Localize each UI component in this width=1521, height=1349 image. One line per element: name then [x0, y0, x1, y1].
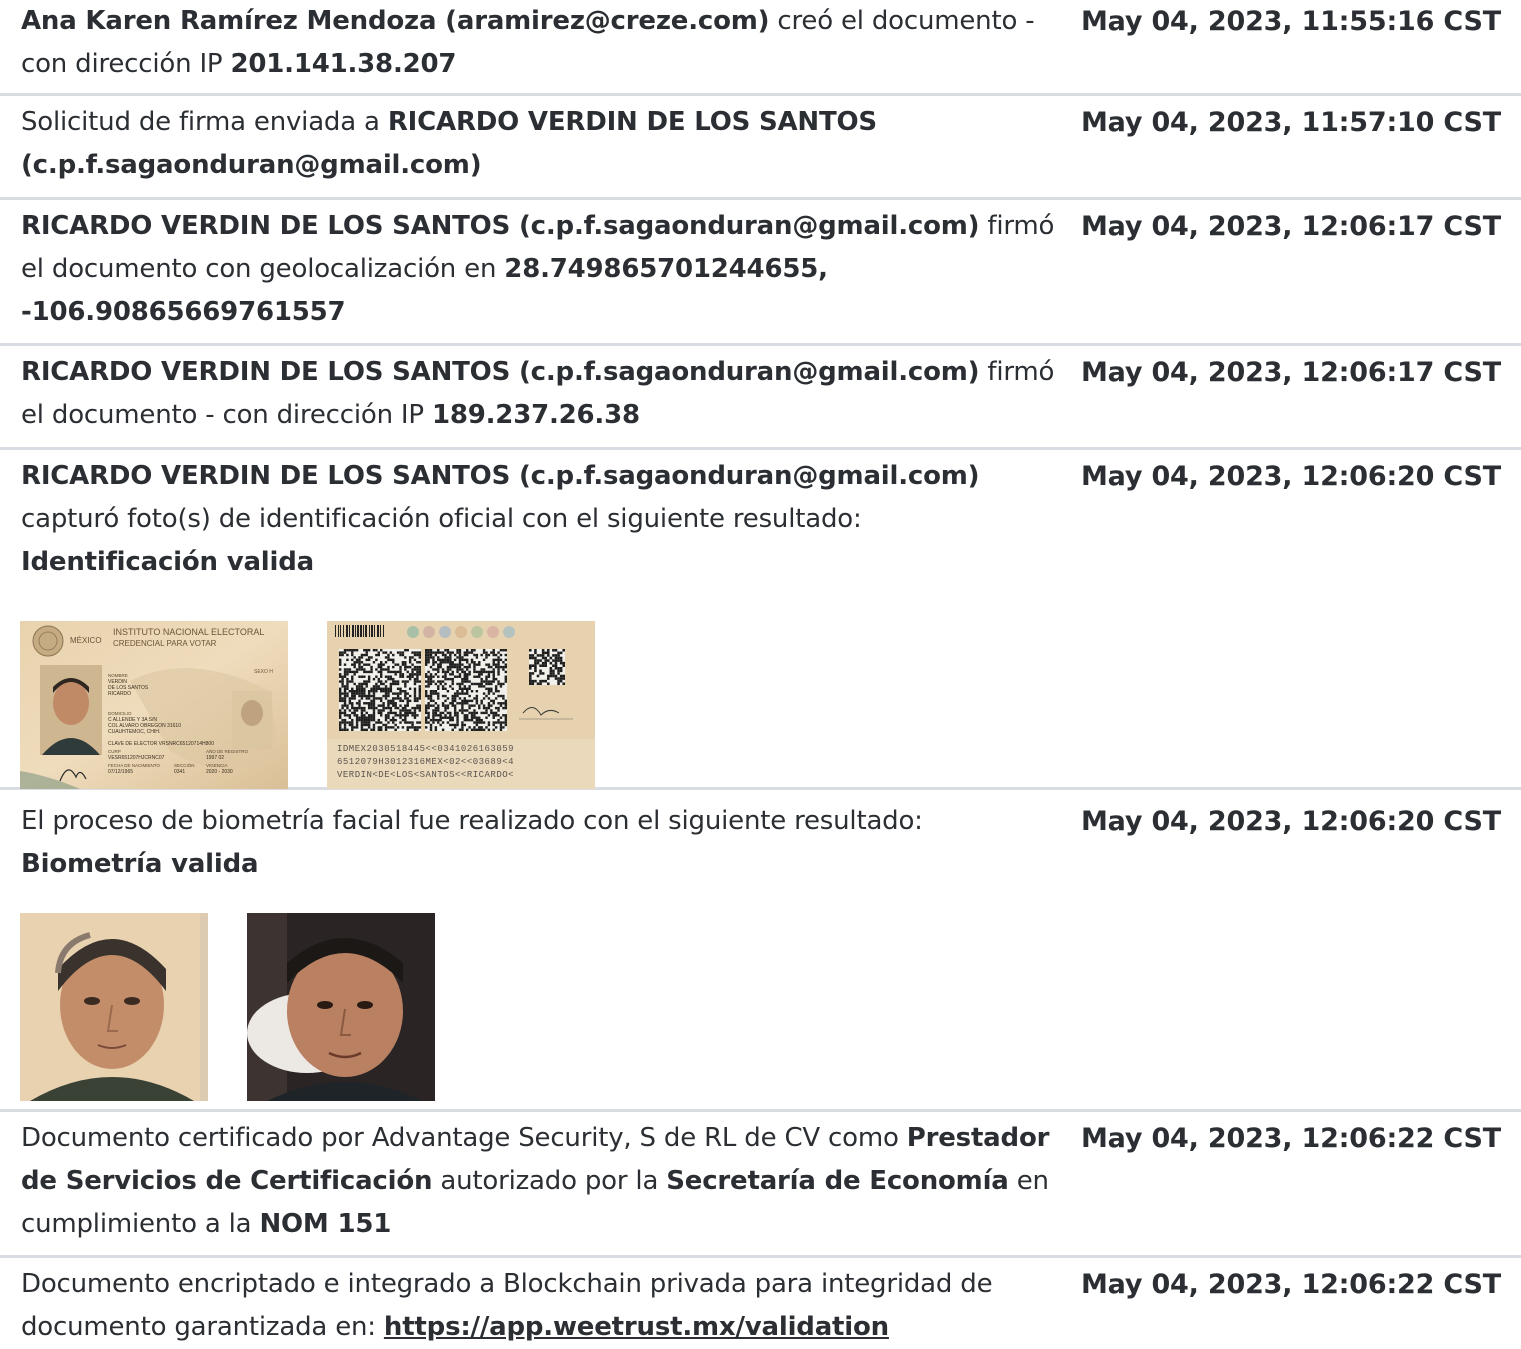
mrz-line: IDMEX2030518445<<0341026163059 — [337, 744, 515, 754]
id-address-line: COL ALVARO OBREGON 31610 — [108, 723, 181, 729]
id-name-line: VERDIN — [108, 679, 127, 685]
ip-address: 201.141.38.207 — [230, 49, 457, 79]
entry-text — [21, 1117, 1071, 1246]
entry-description: creó el documento - con dirección IP — [21, 6, 1035, 79]
ip-address: 189.237.26.38 — [431, 400, 640, 430]
qr-code-left — [339, 649, 421, 731]
signer-name: RICARDO VERDIN DE LOS SANTOS (c.p.f.sagaonduran@gmail.com) — [21, 211, 980, 241]
id-country: MÉXICO — [70, 636, 102, 645]
timestamp: May 04, 2023, 12:06:20 CST — [1081, 806, 1501, 837]
entry-text — [21, 1263, 1071, 1349]
timestamp: May 04, 2023, 12:06:17 CST — [1081, 211, 1501, 242]
signer-name: RICARDO VERDIN DE LOS SANTOS (c.p.f.sagaonduran@gmail.com) — [21, 461, 980, 491]
creator-name: Ana Karen Ramírez Mendoza (aramirez@creze.com) — [21, 6, 770, 36]
entry-description: Documento encriptado e integrado a Blockchain privada para integridad de documento garantizada en: — [21, 1269, 993, 1342]
log-entry-signed-geolocation — [0, 200, 1521, 346]
entry-text — [21, 455, 1071, 584]
id-elector-key: CLAVE DE ELECTOR VRSNRC65120714H800 — [108, 741, 214, 747]
id-institute: INSTITUTO NACIONAL ELECTORAL — [113, 627, 265, 637]
id-address-label: DOMICILIO — [108, 711, 132, 716]
id-name-label: NOMBRE — [108, 673, 128, 678]
qr-code-small — [529, 649, 565, 685]
log-entry-blockchain — [0, 1258, 1521, 1349]
entry-description: El proceso de biometría facial fue realizado con el siguiente resultado: — [21, 806, 923, 836]
biometric-result: Biometría valida — [21, 849, 259, 879]
id-credential: CREDENCIAL PARA VOTAR — [113, 639, 217, 648]
log-entry-certification — [0, 1112, 1521, 1258]
entry-text — [21, 800, 1071, 886]
entry-description: firmó el documento con geolocalización en — [21, 211, 1055, 284]
timestamp: May 04, 2023, 12:06:22 CST — [1081, 1269, 1501, 1300]
id-curp-label: CURP — [108, 749, 121, 754]
entry-text — [21, 0, 1071, 86]
id-registro-label: AÑO DE REGISTRO — [206, 749, 249, 754]
entry-text — [21, 101, 1071, 187]
mrz-line: VERDIN<DE<LOS<SANTOS<<RICARDO< — [337, 770, 515, 780]
id-card-back-image — [327, 621, 595, 789]
id-validity-label: VIGENCIA — [206, 763, 228, 768]
entry-description: Solicitud de firma enviada a — [21, 107, 388, 137]
id-result: Identificación valida — [21, 547, 314, 577]
entry-text — [21, 351, 1071, 437]
id-name-line: RICARDO — [108, 691, 132, 697]
entry-description: autorizado por la — [432, 1166, 667, 1196]
selfie-photo — [247, 913, 435, 1101]
timestamp: May 04, 2023, 12:06:20 CST — [1081, 461, 1501, 492]
signer-name: RICARDO VERDIN DE LOS SANTOS (c.p.f.sagaonduran@gmail.com) — [21, 357, 980, 387]
timestamp: May 04, 2023, 11:57:10 CST — [1081, 107, 1501, 138]
entry-description: capturó foto(s) de identificación oficial con el siguiente resultado: — [21, 504, 862, 534]
geolocation: 28.749865701244655, -106.90865669761557 — [21, 254, 828, 327]
entry-description: en cumplimiento a la — [21, 1166, 1049, 1239]
authority: Secretaría de Economía — [666, 1166, 1009, 1196]
validation-link[interactable]: https://app.weetrust.mx/validation — [383, 1312, 889, 1342]
id-section: 0341 — [174, 769, 186, 775]
id-section-label: SECCIÓN — [174, 763, 195, 768]
log-entry-created — [0, 0, 1521, 96]
id-face-photo — [20, 913, 208, 1101]
id-curp: VESR651207HJCRNC07 — [108, 755, 165, 761]
id-name-line: DE LOS SANTOS — [108, 685, 149, 691]
id-address-line: CUAUHTEMOC, CHIH. — [108, 729, 161, 735]
entry-description: firmó el documento - con dirección IP — [21, 357, 1055, 430]
certification-role: Prestador de Servicios de Certificación — [21, 1123, 1050, 1196]
id-address-line: C ALLENDE Y 3A S/N — [108, 717, 158, 723]
timestamp: May 04, 2023, 12:06:17 CST — [1081, 357, 1501, 388]
timestamp: May 04, 2023, 11:55:16 CST — [1081, 6, 1501, 37]
entry-description: Documento certificado por Advantage Security, S de RL de CV como — [21, 1123, 907, 1153]
mrz-line: 6512079H3012316MEX<02<<03689<4 — [337, 757, 515, 767]
log-entry-signed-ip — [0, 346, 1521, 450]
id-registro: 1997 02 — [206, 755, 225, 761]
id-validity: 2020 - 2030 — [206, 769, 233, 775]
log-entry-signature-request — [0, 96, 1521, 200]
entry-text — [21, 205, 1071, 334]
log-entry-id-capture — [0, 450, 1521, 790]
id-card-front-image — [20, 621, 288, 789]
signer-name: RICARDO VERDIN DE LOS SANTOS (c.p.f.sagaonduran@gmail.com) — [21, 107, 877, 180]
timestamp: May 04, 2023, 12:06:22 CST — [1081, 1123, 1501, 1154]
id-sex: SEXO H — [254, 669, 273, 675]
norm: NOM 151 — [259, 1209, 392, 1239]
id-birth: 07/12/1965 — [108, 769, 134, 775]
id-birth-label: FECHA DE NACIMIENTO — [108, 763, 160, 768]
log-entry-biometrics — [0, 790, 1521, 1112]
qr-code-middle — [425, 649, 507, 731]
